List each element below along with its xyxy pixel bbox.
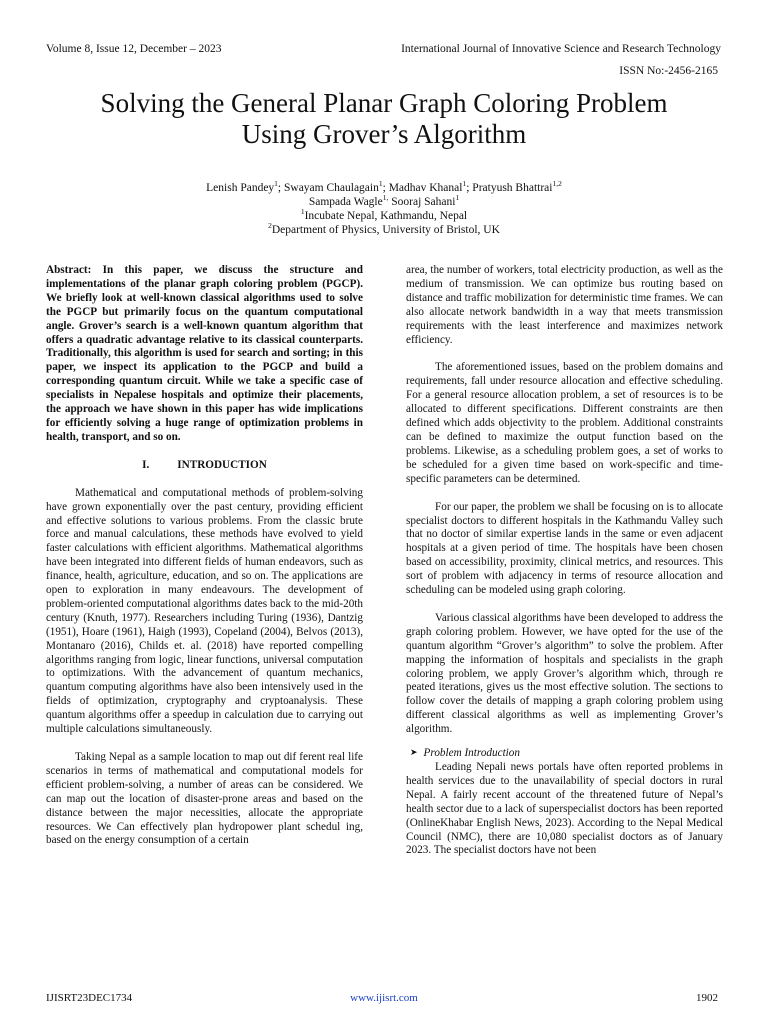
arrow-bullet-icon: ➤	[410, 747, 418, 758]
page-number: 1902	[696, 992, 718, 1004]
paragraph: area, the number of workers, total electricity production, as well as the medium of transmission. We can optimize bus routing based on distance and traffic mobilization for deterministic time frames. We can also allocate network bandwidth in a way that meets transmission requirements with the least interference and maximizes network efficiency.	[406, 264, 723, 346]
left-column	[46, 264, 363, 848]
author-name: Lenish Pandey	[206, 182, 275, 194]
paragraph: Various classical algorithms have been developed to address the graph coloring problem. However, we have opted for the use of the quantum algorithm “Grover’s algorithm” to solve the problem. After mapping the information of hospitals and specialists in the graph coloring problem, we apply Grover’s algorithm which, through re peated iterations, gives us the most effective solution. The sections to follow cover the details of mapping a graph coloring problem using different classical algorithms as well as implementing Grover’s algorithm.	[406, 611, 723, 736]
issn-header: ISSN No:-2456-2165	[619, 65, 718, 77]
paper-id-footer: IJISRT23DEC1734	[46, 992, 133, 1004]
paper-title-line-2: Using Grover’s Algorithm	[241, 119, 527, 149]
paragraph: Mathematical and computational methods of problem-solving have grown exponentially over the past century, providing efficient and effective solutions to various problems. From the classic brute force and manual calculations, these methods have evolved to yield faster calculations with efficient algorithms. Mathematical algorithms have been integrated into different fields of human endeavors, such as finance, health, agriculture, education, and so on. The applications are open to exploration in many endeavours. The development of problem-oriented computational algorithms dates back to the mid-20th century (Knuth, 1977). Researchers including Turing (1936), Dantzig (1951), Hoare (1961), Haigh (1993), Copeland (2004), Belvos (2013), Montanaro (2016), Childs et. al. (2018) have reported compelling algorithms ranging from logic, linear functions, universal computation to optimizations. With the advancement of quantum mechanics, quantum computing algorithms have also been intensively used in the fields of optimization, cryptography and cryptoanalysis. These quantum algorithms offer a speedup in calculation due to carrying out multiple calculations simultaneously.	[46, 486, 363, 736]
author-line: Sampada Wagle$^{1,}$ Sooraj Sahani$^1$	[308, 193, 460, 208]
journal-name-header: International Journal of Innovative Science and Research Technology	[401, 43, 721, 55]
author-name: Pratyush Bhattrai	[472, 182, 553, 194]
abstract: Abstract: In this paper, we discuss the structure and implementations of the planar graph coloring problem (PGCP). We briefly look at well-known classical algorithms used to solve the PGCP but primarily focus on the quantum computational angle. Grover’s search is a well-known quantum algorithm that offers a quadratic advantage relative to its classical counterparts. Traditionally, this algorithm is used for search and sorting; in this paper, we inspect its application to the PGCP and build a corresponding quantum circuit. While we take a specific case of specialists in Nepalese hospitals and optimize their placements, the approach we have shown in this paper has wide implications for efficiently solving a huge range of optimization problems in health, transport, and so on.	[46, 264, 363, 443]
journal-website-link[interactable]: www.ijisrt.com	[350, 992, 418, 1004]
subheading-problem-introduction: ➤ Problem Introduction	[410, 747, 520, 760]
author-name: Madhav Khanal	[388, 182, 463, 194]
journal-volume-header: Volume 8, Issue 12, December – 2023	[46, 43, 222, 55]
author-name: Sampada Wagle	[308, 196, 383, 208]
paragraph: Taking Nepal as a sample location to map out dif ferent real life scenarios in terms of mathematical and computational models for efficient problem-solving, a number of areas can be considered. We can map out the location of disaster-prone areas and based on the distance between the major necessities, allocate the appropriate resources. We Can effectively plan hydropower plant schedul ing, based on the energy consumption of a certain	[46, 751, 363, 847]
paragraph: Leading Nepali news portals have often reported problems in health services due to the unavailability of special doctors in rural Nepal. A fairly recent account of the threatened future of Nepal’s health sector due to a lack of superspecialist doctors has been reported (OnlineKhabar English News, 2023). According to the Nepal Medical Council (NMC), there are 10,080 specialist doctors as of January 2023. The specialist doctors have not been	[406, 761, 723, 857]
section-heading-introduction: I. INTRODUCTION	[142, 458, 267, 471]
author-line: Lenish Pandey$^1$; Swayam Chaulagain$^1$; Madhav Khanal$^1$; Pratyush Bhattrai$^{1,2}$	[206, 179, 562, 194]
affiliation-2: $^2$Department of Physics, University of Bristol, UK	[268, 221, 500, 236]
author-name: Sooraj Sahani	[391, 196, 456, 208]
paper-title-line-1: Solving the General Planar Graph Coloring Problem	[100, 88, 668, 118]
author-block	[100, 181, 668, 237]
paragraph: The aforementioned issues, based on the problem domains and requirements, fall under resource allocation and effective scheduling. For a general resource allocation problem, a set of resources is to be allocated to different specifications. Different constraints are then defined which adds objectivity to the problem. Additional constraints can be defined to maximize the output function based on the problems. Likewise, as a scheduling problem goes, a set of works to be scheduled for a given time based on work-specific and time-specific parameters can be determined.	[406, 361, 723, 485]
paragraph: For our paper, the problem we shall be focusing on is to allocate specialist doctors to different hospitals in the Kathmandu Valley such that no doctor of similar expertise lands in the same or even adjacent hospitals at a given period of time. The hospitals have been chosen based on accessibility, proximity, clinical metrics, and resources. This sort of problem with adjacency in terms of resource allocation and scheduling can be modeled using graph coloring.	[406, 500, 723, 597]
author-name: Swayam Chaulagain	[284, 182, 379, 194]
affiliation-1: $^1$Incubate Nepal, Kathmandu, Nepal	[300, 207, 468, 222]
paper-title	[40, 88, 728, 150]
right-column	[406, 264, 723, 858]
